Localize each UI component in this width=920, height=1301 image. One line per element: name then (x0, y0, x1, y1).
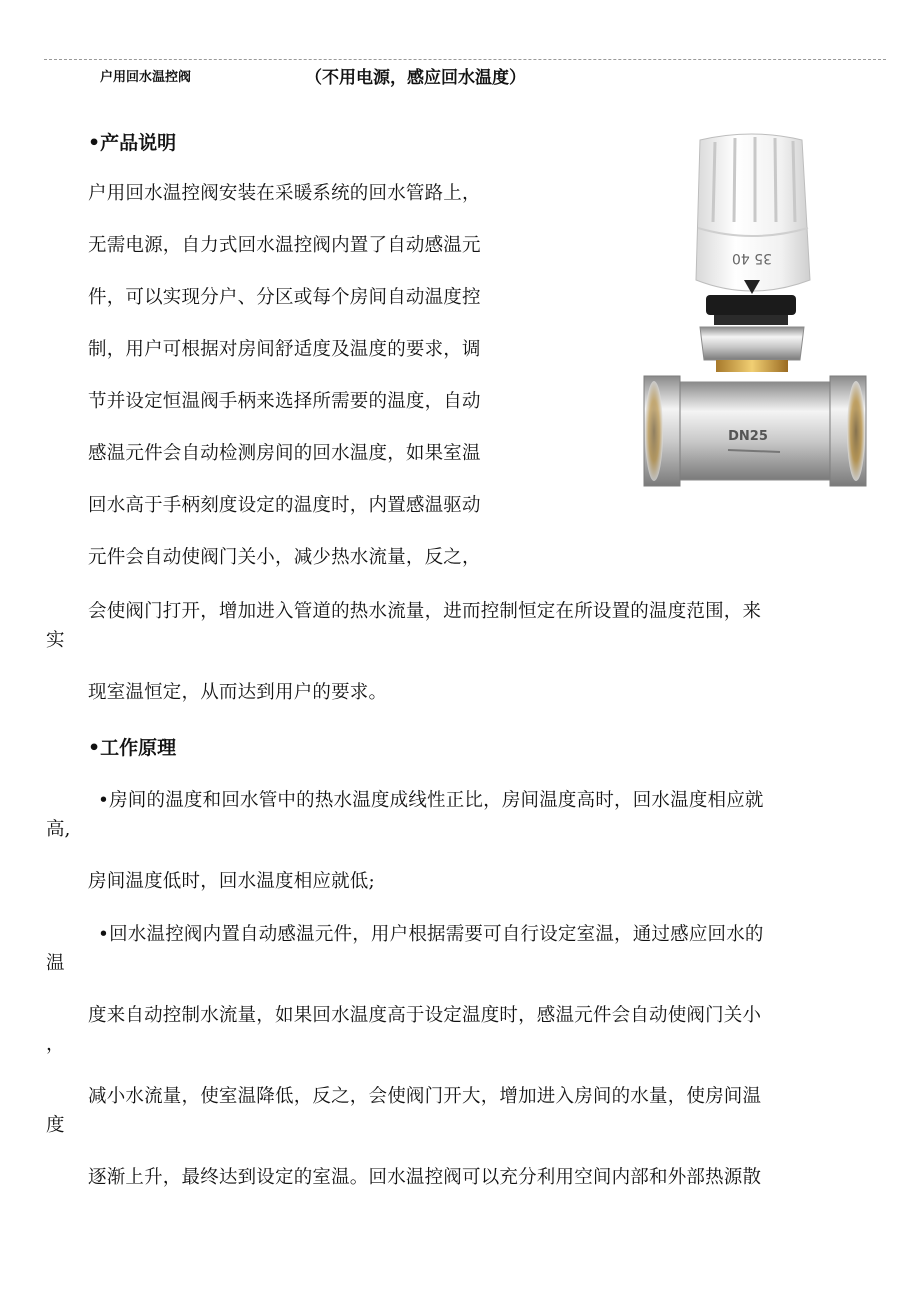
principle-line: •回水温控阀内置自动感温元件，用户根据需要可自行设定室温，通过感应回水的 (98, 924, 764, 945)
principle-line-wrap: 高, (46, 819, 71, 840)
intro-line: 现室温恒定，从而达到用户的要求。 (88, 682, 388, 703)
intro-line: 回水高于手柄刻度设定的温度时，内置感温驱动 (88, 495, 481, 516)
header-title: 户用回水温控阀 (100, 70, 192, 85)
intro-line-wrap: 实 (46, 630, 65, 651)
intro-line: 制，用户可根据对房间舒适度及温度的要求，调 (88, 339, 481, 360)
valve-product-image (640, 130, 870, 500)
principle-line-wrap: 度 (46, 1115, 65, 1136)
brass-ring (716, 360, 788, 372)
intro-line: 户用回水温控阀安装在采暖系统的回水管路上， (88, 183, 481, 204)
principle-line: 度来自动控制水流量，如果回水温度高于设定温度时，感温元件会自动使阀门关小 (88, 1005, 762, 1026)
chrome-nut (700, 327, 804, 360)
principle-line: 逐渐上升，最终达到设定的室温。回水温控阀可以充分利用空间内部和外部热源散 (88, 1167, 762, 1188)
valve-body (644, 376, 866, 486)
intro-line: 节并设定恒温阀手柄来选择所需要的温度，自动 (88, 391, 481, 412)
principle-line: 减小水流量，使室温降低，反之，会使阀门开大，增加进入房间的水量，使房间温 (88, 1086, 762, 1107)
principle-line-wrap: ， (46, 1034, 65, 1055)
principle-line: •房间的温度和回水管中的热水温度成线性正比，房间温度高时，回水温度相应就 (98, 790, 764, 811)
body-marking: DN25 (728, 429, 768, 444)
dial-marks: 35 40 (731, 250, 773, 266)
intro-line: 感温元件会自动检测房间的回水温度，如果室温 (88, 443, 481, 464)
principle-line-wrap: 温 (46, 953, 65, 974)
intro-line: 元件会自动使阀门关小，减少热水流量，反之， (88, 547, 481, 568)
black-collar (706, 295, 796, 315)
intro-line: 会使阀门打开，增加进入管道的热水流量，进而控制恒定在所设置的温度范围，来 (88, 601, 762, 622)
intro-line: 无需电源，自力式回水温控阀内置了自动感温元 (88, 235, 481, 256)
section-heading-principle: •工作原理 (88, 737, 177, 759)
header-subtitle: （不用电源，感应回水温度） (305, 68, 526, 88)
principle-line: 房间温度低时，回水温度相应就低; (88, 871, 375, 892)
header-rule (44, 59, 886, 60)
intro-line: 件，可以实现分户、分区或每个房间自动温度控 (88, 287, 481, 308)
thermostat-cap (696, 134, 810, 294)
section-heading-intro: •产品说明 (88, 132, 177, 154)
